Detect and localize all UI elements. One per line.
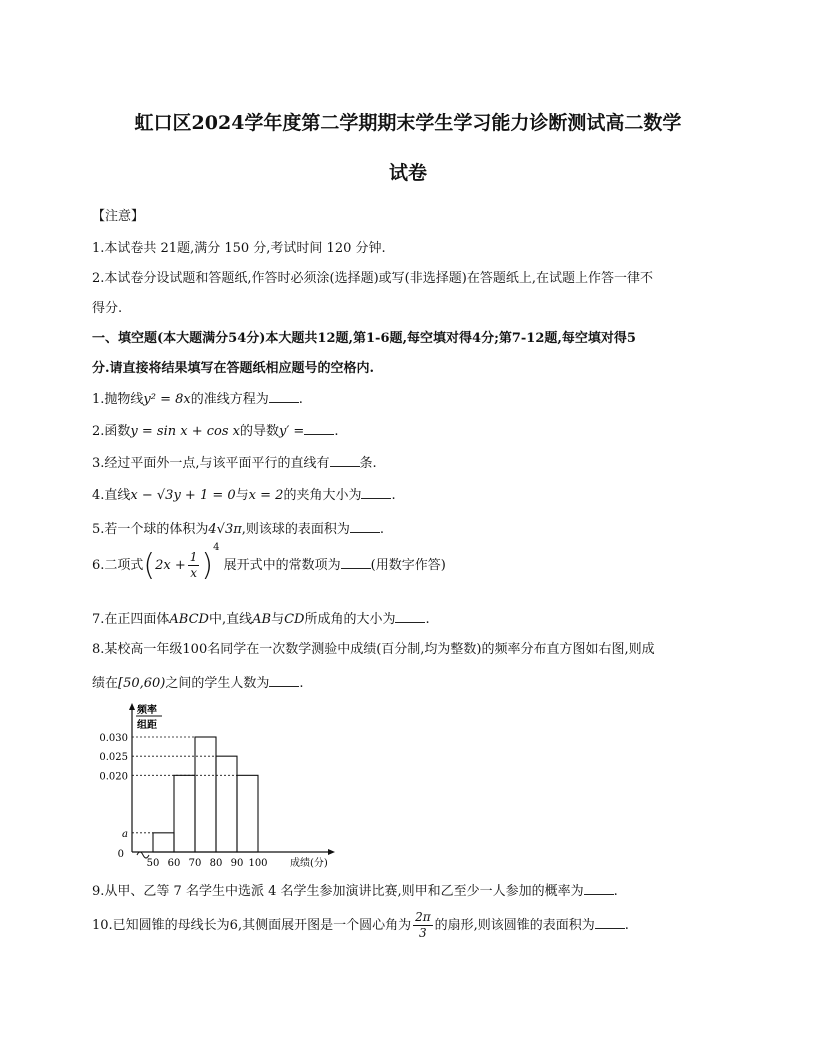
- question-5: 5.若一个球的体积为4√3π,则该球的表面积为 .: [92, 522, 385, 537]
- q6-formula: 2x +: [155, 558, 186, 573]
- q1-formula: y² = 8x: [143, 392, 191, 407]
- histogram-bar: [216, 756, 237, 852]
- x-tick-label: 90: [230, 858, 244, 869]
- q2-text-mid: 的导数: [239, 424, 279, 439]
- y-axis-label-top: 频率: [137, 705, 157, 716]
- q7-text: 7.在正四面体: [92, 612, 170, 627]
- answer-blank: [304, 423, 334, 435]
- frequency-histogram: [92, 700, 352, 870]
- x-tick-label: 60: [167, 858, 181, 869]
- histogram-bar: [174, 775, 195, 852]
- answer-blank: [269, 391, 299, 403]
- q6-note: (用数字作答): [370, 558, 446, 573]
- notice-item-2: 2.本试卷分设试题和答题纸,作答时必须涂(选择题)或写(非选择题)在答题纸上,在试题上作答一律不: [92, 271, 653, 286]
- q4-formula-2: x = 2: [248, 488, 284, 503]
- x-axis-arrow: [328, 849, 335, 855]
- q10-fraction: [413, 910, 433, 941]
- q10-text: 10.已知圆锥的母线长为6,其侧面展开图是一个圆心角为: [92, 918, 412, 933]
- q4-text-post: 的夹角大小为: [283, 488, 362, 503]
- right-paren: ): [201, 548, 214, 583]
- answer-blank: [269, 675, 299, 687]
- question-10: 10.已知圆锥的母线长为6,其侧面展开图是一个圆心角为 $\frac{2\pi}{3}$ 的扇形,则该圆锥的表面积为 .: [92, 910, 629, 940]
- page-title: 虹口区2024学年度第二学期期末学生学习能力诊断测试高二数学: [134, 112, 682, 134]
- q7-tetrahedron: ABCD: [169, 612, 209, 627]
- question-7: 7.在正四面体ABCD中,直线AB与CD所成角的大小为 .: [92, 612, 430, 627]
- section-header-cont: 分.请直接将结果填写在答题纸相应题号的空格内.: [92, 361, 375, 376]
- answer-blank: [395, 611, 425, 623]
- q9-text: 9.从甲、乙等 7 名学生中选派 4 名学生参加演讲比赛,则甲和乙至少一人参加的概率为: [92, 884, 584, 899]
- q3-text: 3.经过平面外一点,与该平面平行的直线有: [92, 456, 330, 471]
- x-tick-label: 70: [188, 858, 202, 869]
- q10-fraction-numerator: 2π: [415, 910, 431, 924]
- y-tick-label: 0.025: [99, 752, 128, 764]
- y-tick-label: 0.020: [99, 771, 128, 783]
- section-header: 一、填空题(本大题满分54分)本大题共12题,第1-6题,每空填对得4分;第7-12题,每空填对得5: [92, 331, 636, 346]
- q8-text-post: 之间的学生人数为: [165, 676, 270, 691]
- answer-blank: [350, 521, 380, 533]
- q7-line-ab: AB: [252, 612, 272, 627]
- q7-text-mid: 中,直线: [208, 612, 253, 627]
- q6-exponent: 4: [213, 541, 220, 553]
- q6-fraction-numerator: 1: [189, 550, 198, 564]
- question-1: 1.抛物线y² = 8x的准线方程为 .: [92, 392, 303, 407]
- origin-label: 0: [117, 849, 124, 860]
- page-title-continued: 试卷: [388, 162, 427, 184]
- y-axis-label-bottom: 组距: [137, 720, 157, 731]
- y-axis-arrow: [129, 703, 135, 710]
- x-axis-label: 成绩(分): [290, 858, 328, 869]
- answer-blank: [330, 455, 360, 467]
- notice-header: 【注意】: [92, 209, 145, 224]
- histogram-bar: [195, 737, 216, 852]
- q8-interval: [50,60): [118, 676, 166, 691]
- q2-text: 2.函数: [92, 424, 131, 439]
- q2-formula: y = sin x + cos x: [130, 424, 240, 439]
- left-paren: (: [143, 548, 156, 583]
- notice-item-2-cont: 得分.: [92, 301, 123, 316]
- q5-text: 5.若一个球的体积为: [92, 522, 209, 537]
- answer-blank: [341, 557, 371, 569]
- q6-fraction-denominator: x: [190, 566, 197, 580]
- q4-text: 4.直线: [92, 488, 131, 503]
- question-8-cont: 绩在[50,60)之间的学生人数为 .: [92, 676, 304, 691]
- answer-blank: [361, 487, 391, 499]
- y-tick-label: a: [122, 828, 128, 840]
- question-2: 2.函数y = sin x + cos x的导数y′ = .: [92, 424, 339, 439]
- notice-item-1: 1.本试卷共 21题,满分 150 分,考试时间 120 分钟.: [92, 241, 386, 256]
- q10-text-post: 的扇形,则该圆锥的表面积为: [434, 918, 595, 933]
- x-tick-label: 80: [209, 858, 223, 869]
- q7-text-mid2: 与: [271, 612, 285, 627]
- q5-text-post: ,则该球的表面积为: [241, 522, 350, 537]
- q4-formula: x − √3y + 1 = 0: [130, 488, 236, 503]
- q7-text-post: 所成角的大小为: [304, 612, 396, 627]
- q6-fraction: [188, 550, 200, 581]
- q2-formula-derivative: y′ =: [279, 424, 305, 439]
- q5-formula: 4√3π: [208, 522, 242, 537]
- answer-blank: [584, 883, 614, 895]
- q3-text-post: 条.: [359, 456, 377, 471]
- q1-text: 1.抛物线: [92, 392, 144, 407]
- histogram-bar: [153, 833, 174, 852]
- x-tick-label: 50: [146, 858, 160, 869]
- question-9: 9.从甲、乙等 7 名学生中选派 4 名学生参加演讲比赛,则甲和乙至少一人参加的概率为 .: [92, 884, 618, 899]
- question-6: [92, 541, 732, 583]
- q6-text-post: 展开式中的常数项为: [223, 558, 341, 573]
- q10-fraction-denominator: 3: [419, 926, 427, 940]
- answer-blank: [595, 917, 625, 929]
- question-8: 8.某校高一年级100名同学在一次数学测验中成绩(百分制,均为整数)的频率分布直方图如右图,则成: [92, 642, 655, 657]
- q7-line-cd: CD: [284, 612, 305, 627]
- q8-text: 绩在: [92, 676, 119, 691]
- question-3: [92, 452, 732, 471]
- x-tick-label: 100: [248, 858, 268, 869]
- y-tick-label: 0.030: [99, 733, 128, 744]
- question-4: 4.直线x − √3y + 1 = 0与x = 2的夹角大小为 .: [92, 488, 396, 503]
- q6-text: 6.二项式: [92, 558, 144, 573]
- q4-text-mid: 与: [235, 488, 249, 503]
- q1-text-post: 的准线方程为: [190, 392, 269, 407]
- histogram-bar: [237, 775, 258, 852]
